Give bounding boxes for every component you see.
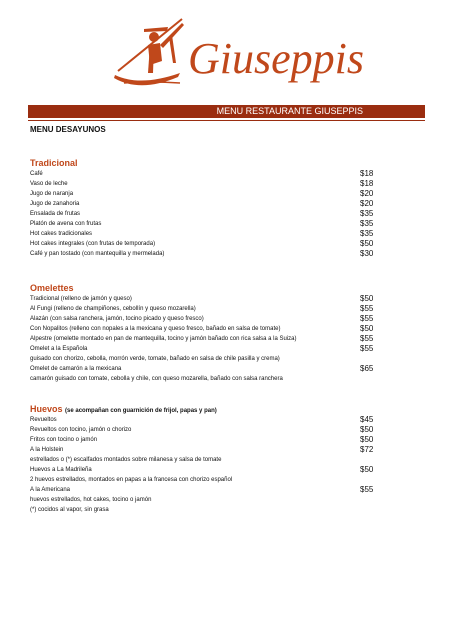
menu-item-price: $35 <box>360 209 374 218</box>
section-title-text: Huevos <box>30 404 63 414</box>
menu-item-name: Ensalada de frutas <box>30 211 81 217</box>
banner-underline <box>28 120 425 121</box>
menu-item <box>30 485 410 495</box>
menu-item <box>30 229 410 239</box>
menu-item-name: Jugo de naranja <box>30 191 74 197</box>
menu-item-price: $55 <box>360 334 374 343</box>
logo-wordmark: Giuseppis <box>188 34 364 83</box>
menu-item <box>30 239 410 249</box>
menu-item-name: Vaso de leche <box>30 181 68 187</box>
menu-item <box>30 435 410 445</box>
menu-item-name: 2 huevos estrellados, montados en papas a la francesa con chorizo español <box>30 477 233 483</box>
menu-item <box>30 304 410 314</box>
menu-item-price: $45 <box>360 415 374 424</box>
menu-item-price: $35 <box>360 219 374 228</box>
menu-item-name: Omelet a la Española <box>30 346 88 352</box>
section-title: Omelettes <box>30 283 74 293</box>
menu-item-name: huevos estrellados, hot cakes, tocino o jamón <box>30 497 152 503</box>
menu-item-price: $50 <box>360 435 374 444</box>
menu-item-name: camarón guisado con tomate, cebolla y chile, con queso mozarella, bañado con salsa ranchera <box>30 376 283 382</box>
menu-item-name: Omelet de camarón a la mexicana <box>30 366 122 372</box>
menu-item <box>30 294 410 304</box>
menu-item-price: $50 <box>360 324 374 333</box>
menu-item-name: (*) cocidos al vapor, sin grasa <box>30 507 109 513</box>
menu-item <box>30 179 410 189</box>
menu-item <box>30 354 410 364</box>
menu-item-price: $50 <box>360 239 374 248</box>
menu-item-price: $20 <box>360 199 374 208</box>
menu-item <box>30 445 410 455</box>
section-huevos <box>30 403 410 515</box>
menu-item <box>30 334 410 344</box>
menu-item-name: Tradicional (relleno de jamón y queso) <box>30 296 132 302</box>
menu-item-name: Hot cakes tradicionales <box>30 231 93 237</box>
section-title <box>30 403 410 415</box>
section-note: (se acompañan con guarnición de frijol, papas y pan) <box>65 408 217 414</box>
menu-item <box>30 495 410 505</box>
menu-item <box>30 189 410 199</box>
menu-item-name: Fritos con tocino o jamón <box>30 437 98 443</box>
menu-item-name: A la Americana <box>30 487 71 493</box>
section-omelettes <box>30 282 410 384</box>
menu-item <box>30 425 410 435</box>
menu-item <box>30 199 410 209</box>
menu-item <box>30 364 410 374</box>
menu-item-price: $55 <box>360 485 374 494</box>
menu-item-price: $55 <box>360 304 374 313</box>
menu-item-price: $65 <box>360 364 374 373</box>
menu-item-name: Con Nopalitos (relleno con nopales a la mexicana y queso fresco, bañado en salsa de tomate) <box>30 326 281 332</box>
menu-item-name: Jugo de zanahoria <box>30 201 80 207</box>
menu-item-price: $55 <box>360 344 374 353</box>
menu-item-name: Revueltos con tocino, jamón o chorizo <box>30 427 132 433</box>
menu-item-name: Al Fungi (relleno de champiñones, cebollín y queso mozarella) <box>30 306 196 312</box>
menu-item <box>30 415 410 425</box>
menu-item <box>30 169 410 179</box>
section-title: Tradicional <box>30 158 78 168</box>
menu-item-price: $50 <box>360 465 374 474</box>
menu-item <box>30 465 410 475</box>
menu-item <box>30 249 410 259</box>
banner-title: MENU RESTAURANTE GIUSEPPIS <box>216 106 363 116</box>
menu-item-price: $30 <box>360 249 374 258</box>
menu-item-price: $20 <box>360 189 374 198</box>
menu-item-name: Hot cakes integrales (con frutas de temporada) <box>30 241 156 247</box>
menu-item-name: Café y pan tostado (con mantequilla y mermelada) <box>30 251 165 257</box>
section-tradicional <box>30 157 410 259</box>
menu-item-price: $50 <box>360 294 374 303</box>
menu-item <box>30 314 410 324</box>
menu-item-name: estrellados o (*) escalfados montados sobre milanesa y salsa de tomate <box>30 457 222 463</box>
menu-item-price: $50 <box>360 425 374 434</box>
menu-item-name: Huevos a La Madrileña <box>30 467 92 473</box>
menu-item <box>30 374 410 384</box>
menu-item-name: Alazán (con salsa ranchera, jamón, tocino picado y queso fresco) <box>30 316 204 322</box>
menu-item <box>30 455 410 465</box>
menu-item <box>30 475 410 485</box>
menu-item-name: Revueltos <box>30 417 57 423</box>
menu-item-price: $35 <box>360 229 374 238</box>
menu-item-name: A la Holstein <box>30 447 64 453</box>
menu-item-name: guisado con chorizo, cebolla, morrón verde, tomate, bañado en salsa de chile pasilla y crema) <box>30 356 280 362</box>
menu-item-price: $72 <box>360 445 374 454</box>
menu-item <box>30 219 410 229</box>
giuseppis-logo <box>110 15 364 90</box>
menu-item-name: Platón de avena con frutas <box>30 221 102 227</box>
menu-item-price: $55 <box>360 314 374 323</box>
menu-title: MENU DESAYUNOS <box>30 125 106 134</box>
menu-item-name: Alpestre (omelette montado en pan de mantequilla, tocino y jamón bañado con rica salsa a la Suiza) <box>30 336 297 342</box>
menu-item-price: $18 <box>360 179 374 188</box>
page-banner <box>28 105 425 118</box>
menu-item-price: $18 <box>360 169 374 178</box>
menu-item <box>30 209 410 219</box>
menu-item-name: Café <box>30 171 43 177</box>
menu-item <box>30 344 410 354</box>
menu-item <box>30 324 410 334</box>
menu-item <box>30 505 410 515</box>
